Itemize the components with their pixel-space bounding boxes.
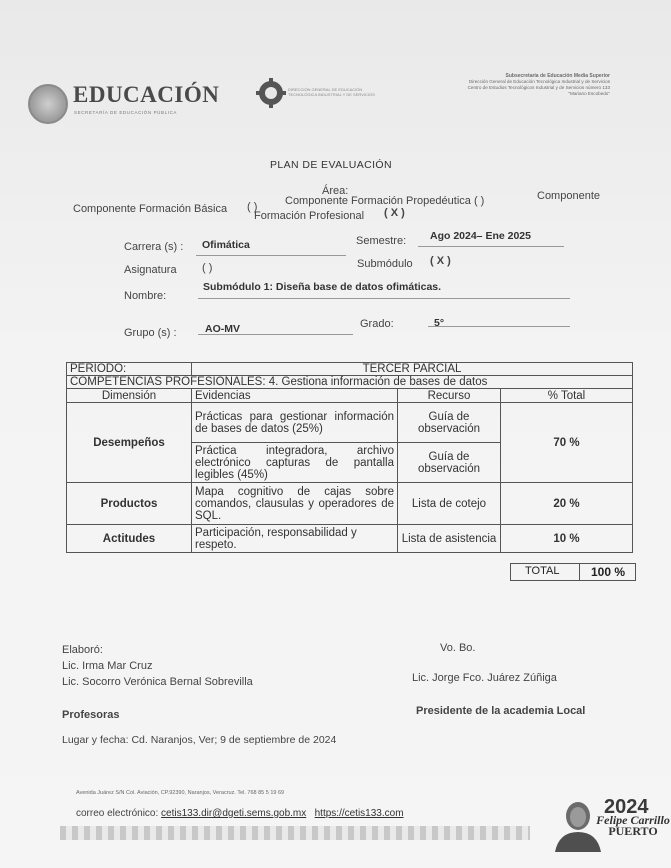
evidence-productos: Mapa cognitivo de cajas sobre comandos, clausulas y operadores de SQL.	[192, 483, 398, 525]
author-1: Lic. Irma Mar Cruz	[62, 660, 153, 672]
year-badge: 2024	[604, 796, 649, 818]
table-row	[67, 525, 633, 553]
institution-header	[410, 73, 610, 97]
email-link[interactable]: cetis133.dir@dgeti.sems.gob.mx	[161, 808, 307, 819]
nombre-value: Submódulo 1: Diseña base de datos ofimáticas.	[203, 281, 442, 293]
nombre-underline	[198, 298, 570, 299]
evaluation-table	[66, 362, 633, 553]
brand-line-1: Felipe Carrillo	[596, 813, 670, 827]
semestre-underline	[418, 246, 564, 247]
total-productos: 20 %	[501, 483, 633, 525]
header-row	[67, 389, 633, 403]
recurso-desempenos-2: Guía de observación	[398, 443, 501, 483]
email-prefix: correo electrónico:	[76, 808, 159, 819]
evidence-actitudes: Participación, responsabilidad y respeto.	[192, 525, 398, 553]
total-value: 100 %	[591, 565, 626, 579]
header-evidencias: Evidencias	[192, 389, 398, 403]
dgeti-text: DIRECCIÓN GENERAL DE EDUCACIÓN TECNOLÓGICA INDUSTRIAL Y DE SERVICIOS	[288, 87, 375, 97]
submodulo-label: Submódulo	[357, 258, 413, 270]
semestre-value: Ago 2024– Ene 2025	[430, 230, 531, 242]
semestre-label: Semestre:	[356, 235, 407, 247]
carrera-underline	[196, 255, 346, 256]
asignatura-label: Asignatura	[124, 264, 177, 276]
total-actitudes: 10 %	[501, 525, 633, 553]
header-line-1: Subsecretaría de Educación Media Superior	[505, 73, 610, 79]
recurso-desempenos-1: Guía de observación	[398, 403, 501, 443]
competencias-text: COMPETENCIAS PROFESIONALES: 4. Gestiona información de bases de datos	[67, 376, 633, 389]
periodo-row	[67, 363, 633, 376]
brand-line-2: PUERTO	[608, 824, 658, 838]
header-dimension: Dimensión	[67, 389, 192, 403]
website-link[interactable]: https://cetis133.com	[314, 808, 404, 819]
grado-value: 5°	[434, 317, 445, 329]
footer-contact	[76, 808, 404, 819]
footer-address: Avenida Juárez S/N Col. Aviación, CP.92390, Naranjos, Veracruz. Tel. 768 85 5 19 69	[76, 790, 285, 796]
submodulo-mark: ( X )	[430, 255, 451, 267]
header-line-3: Centro de Estudios Tecnológicos Industrial y de Servicios número 133	[467, 85, 610, 90]
table-row	[67, 483, 633, 525]
evidence-desempenos-2: Práctica integradora, archivo electrónico capturas de pantalla legibles (45%)	[192, 443, 398, 483]
brand-name	[588, 815, 671, 837]
periodo-label: PERIODO:	[67, 363, 192, 376]
place-date: Lugar y fecha: Cd. Naranjos, Ver; 9 de septiembre de 2024	[62, 734, 337, 746]
nombre-label: Nombre:	[124, 290, 167, 302]
document-title: PLAN DE EVALUACIÓN	[270, 159, 392, 171]
competencias-row	[67, 376, 633, 389]
grupo-underline	[198, 334, 353, 335]
evidence-desempenos-1: Prácticas para gestionar información de bases de datos (25%)	[192, 403, 398, 443]
grado-label: Grado:	[360, 318, 394, 330]
total-desempenos: 70 %	[501, 403, 633, 483]
recurso-productos: Lista de cotejo	[398, 483, 501, 525]
header-line-2: Dirección General de Educación Tecnológica Industrial y de Servicios	[468, 79, 610, 84]
national-seal-icon	[28, 84, 68, 124]
author-2: Lic. Socorro Verónica Bernal Sobrevilla	[62, 676, 253, 688]
grado-underline	[428, 326, 570, 327]
area-propedeutica: Componente Formación Propedéutica ( )	[285, 195, 485, 207]
header-line-4: "Mariano Escobedo"	[568, 91, 610, 96]
recurso-actitudes: Lista de asistencia	[398, 525, 501, 553]
area-basic-mark: ( )	[247, 201, 258, 213]
elaboro-label: Elaboró:	[62, 644, 103, 656]
footer-pattern-band	[60, 826, 530, 840]
header-recurso: Recurso	[398, 389, 501, 403]
dgeti-gear-icon	[256, 78, 286, 108]
total-box	[510, 563, 636, 581]
periodo-value: TERCER PARCIAL	[192, 363, 633, 376]
logo-subtitle: SECRETARÍA DE EDUCACIÓN PÚBLICA	[74, 110, 178, 115]
role-profesoras: Profesoras	[62, 709, 120, 721]
dimension-actitudes: Actitudes	[67, 525, 192, 553]
dimension-productos: Productos	[67, 483, 192, 525]
carrera-label: Carrera (s) :	[124, 241, 184, 253]
approver-name: Lic. Jorge Fco. Juárez Zúñiga	[412, 672, 557, 684]
grupo-value: AO-MV	[205, 323, 240, 335]
total-label: TOTAL	[525, 565, 560, 577]
area-basic: Componente Formación Básica	[73, 203, 228, 215]
header-total: % Total	[501, 389, 633, 403]
asignatura-mark: ( )	[202, 262, 213, 274]
logo-text: EDUCACIÓN	[73, 82, 220, 107]
total-divider	[579, 564, 580, 580]
sep-logo	[28, 82, 228, 122]
area-profesional-mark: ( X )	[384, 207, 405, 219]
grupo-label: Grupo (s) :	[124, 327, 177, 339]
vobo-label: Vo. Bo.	[440, 642, 476, 654]
role-presidente: Presidente de la academia Local	[416, 705, 586, 717]
table-row	[67, 403, 633, 443]
carrera-value: Ofimática	[202, 239, 250, 251]
dimension-desempenos: Desempeños	[67, 403, 192, 483]
area-label: Área:	[322, 185, 349, 197]
area-profesional-a: Componente	[537, 190, 600, 202]
area-profesional-b: Formación Profesional	[254, 210, 365, 222]
